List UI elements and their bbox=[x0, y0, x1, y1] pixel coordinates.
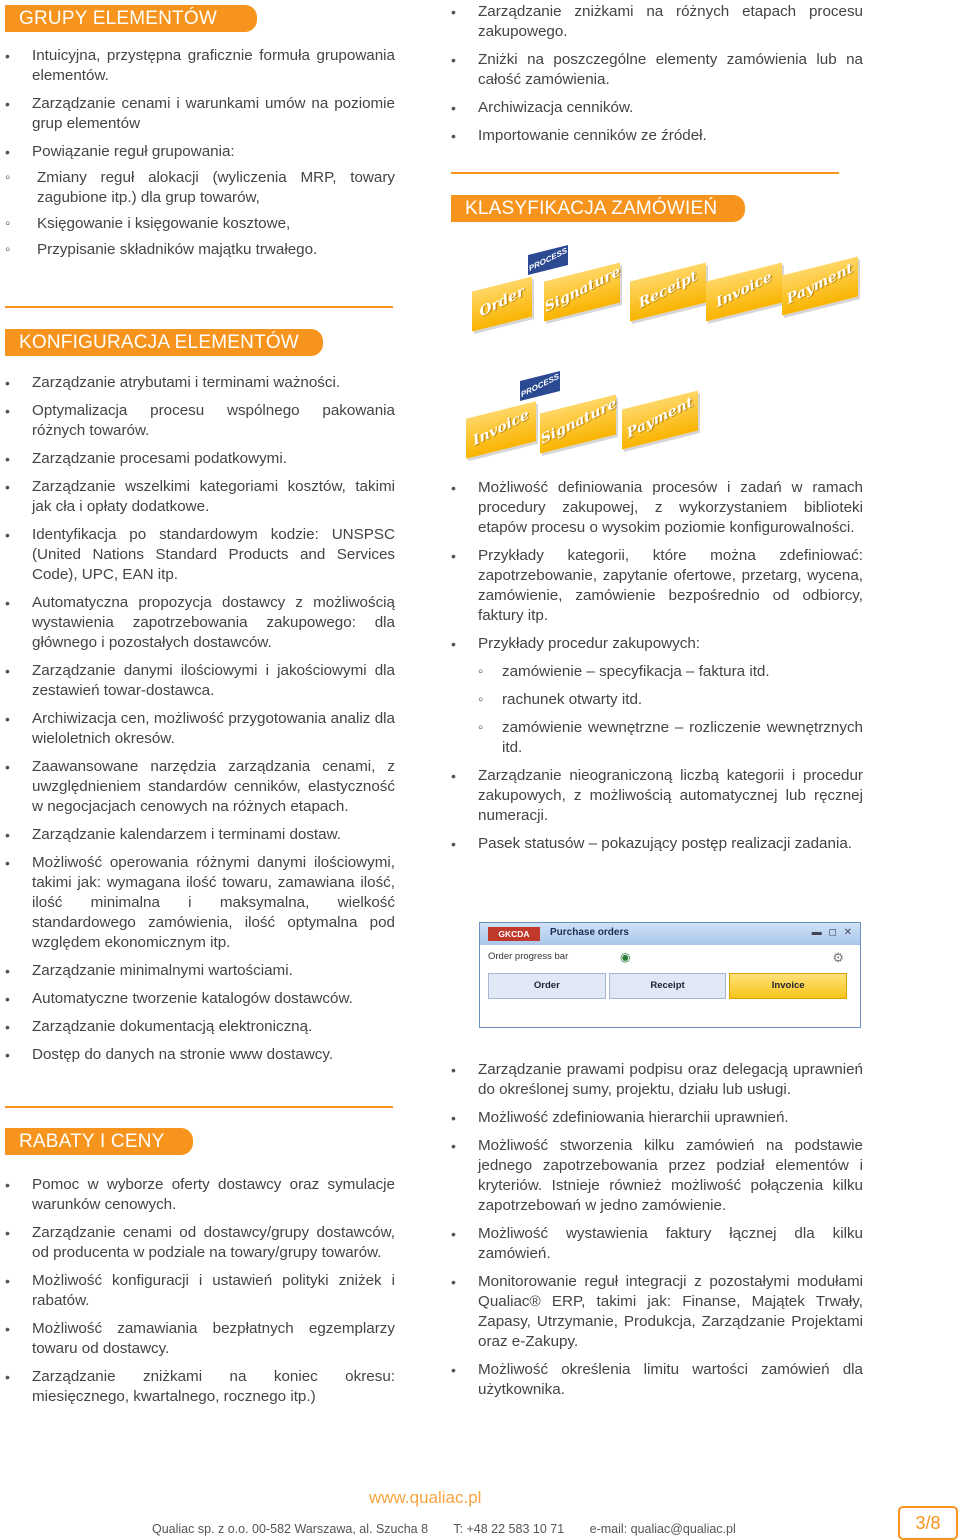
klasyfikacja-list-c bbox=[451, 1060, 863, 1408]
window-subtitle: Order progress bar bbox=[488, 951, 569, 962]
section-right-top bbox=[451, 2, 863, 154]
section-konfiguracja bbox=[5, 329, 395, 1073]
list-item: • Możliwość zamawiania bezpłatnych egzemplarzy towaru od dostawcy. bbox=[5, 1319, 395, 1359]
progress-step-invoice[interactable]: Invoice bbox=[729, 973, 847, 999]
purchase-orders-window bbox=[479, 922, 861, 1028]
list-item: • Optymalizacja procesu wspólnego pakowania różnych towarów. bbox=[5, 401, 395, 441]
list-item: • Zarządzanie dokumentacją elektroniczną. bbox=[5, 1017, 395, 1037]
section-title-klasyfikacja: KLASYFIKACJA ZAMÓWIEŃ bbox=[451, 195, 745, 222]
list-item: • Archiwizacja cen, możliwość przygotowania analiz dla wieloletnich okresów. bbox=[5, 709, 395, 749]
grupy-sublist bbox=[5, 168, 395, 260]
sub-list-item: ◦ Zmiany reguł alokacji (wyliczenia MRP, towary zagubione itp.) dla grup towarów, bbox=[5, 168, 395, 208]
list-item: • Zarządzanie cenami i warunkami umów na poziomie grup elementów bbox=[5, 94, 395, 134]
sub-list-item: ◦ zamówienie – specyfikacja – faktura itd. bbox=[478, 662, 863, 682]
divider bbox=[451, 172, 839, 174]
right-top-list bbox=[451, 2, 863, 146]
section-title-grupy: GRUPY ELEMENTÓW bbox=[5, 5, 257, 32]
list-item: • Zarządzanie minimalnymi wartościami. bbox=[5, 961, 395, 981]
list-item: • Zarządzanie zniżkami na koniec okresu: miesięcznego, kwartalnego, rocznego itp.) bbox=[5, 1367, 395, 1407]
list-item-label: Powiązanie reguł grupowania: bbox=[32, 143, 235, 160]
footer-website-link[interactable]: www.qualiac.pl bbox=[369, 1488, 482, 1507]
footer-contact bbox=[152, 1522, 758, 1536]
list-item: • Możliwość operowania różnymi danymi ilościowymi, takimi jak: wymagana ilość towaru, zamawiana ilość, ilość minimalna i maksymalna, wielkość standardowego zamówienia, ilość optymalna pod względem ekonomicznym itp. bbox=[5, 853, 395, 953]
list-item: • Zaawansowane narzędzia zarządzania cenami, z uwzględnieniem standardów cenników, elastyczność w negocjacjach cenowych na różnych etapach. bbox=[5, 757, 395, 817]
list-item: • Zarządzanie wszelkimi kategoriami kosztów, takimi jak cła i opłaty dodatkowe. bbox=[5, 477, 395, 517]
footer-phone: T: +48 22 583 10 71 bbox=[453, 1522, 565, 1536]
process-step bbox=[543, 263, 623, 322]
process-step bbox=[706, 263, 782, 322]
list-item bbox=[451, 634, 863, 758]
list-item: • Możliwość zdefiniowania hierarchii uprawnień. bbox=[451, 1108, 863, 1128]
rabaty-list bbox=[5, 1175, 395, 1407]
list-item-label: Przykłady procedur zakupowych: bbox=[478, 635, 701, 652]
sub-list-item: ◦ rachunek otwarty itd. bbox=[478, 690, 863, 710]
list-item: • Zarządzanie danymi ilościowymi i jakościowymi dla zestawień towar-dostawca. bbox=[5, 661, 395, 701]
list-item: • Zniżki na poszczególne elementy zamówienia lub na całość zamówienia. bbox=[451, 50, 863, 90]
section-grupy bbox=[5, 5, 395, 266]
list-item: • Zarządzanie prawami podpisu oraz delegacją uprawnień do określonej sumy, projektu, działu lub usługi. bbox=[451, 1060, 863, 1100]
progress-step-receipt[interactable]: Receipt bbox=[609, 973, 727, 999]
process-step-label: Signature bbox=[543, 263, 623, 316]
window-controls[interactable]: ▬ ◻ ✕ bbox=[811, 927, 854, 938]
list-item: • Identyfikacja po standardowym kodzie: UNSPSC (United Nations Standard Products and Services Code), UPC, EAN itp. bbox=[5, 525, 395, 585]
process-step-label: Signature bbox=[539, 395, 619, 448]
grupy-list bbox=[5, 46, 395, 260]
sub-list-item: ◦ zamówienie wewnętrzne – rozliczenie wewnętrznych itd. bbox=[478, 718, 863, 758]
klasyfikacja-list-a bbox=[451, 478, 863, 862]
settings-icon[interactable]: ⚙ bbox=[832, 950, 844, 965]
list-item: • Monitorowanie reguł integracji z pozostałymi modułami Qualiac® ERP, takimi jak: Finanse, Majątek Trwały, Zapasy, Utrzymanie, Produkcja, Zarządzanie Projektami oraz e-Zakupy. bbox=[451, 1272, 863, 1352]
list-item: • Importowanie cenników ze źródeł. bbox=[451, 126, 863, 146]
divider bbox=[5, 306, 393, 308]
list-item: • Pasek statusów – pokazujący postęp realizacji zadania. bbox=[451, 834, 863, 854]
footer-email[interactable]: e-mail: qualiac@qualiac.pl bbox=[589, 1522, 736, 1536]
list-item: • Możliwość określenia limitu wartości zamówień dla użytkownika. bbox=[451, 1360, 863, 1400]
process-step bbox=[472, 277, 532, 332]
page-number: 3/8 bbox=[898, 1506, 958, 1540]
process-step-label: Payment bbox=[785, 260, 855, 308]
list-item: • Możliwość definiowania procesów i zadań w ramach procedury zakupowej, z wykorzystaniem biblioteki etapów procesu o wysokim poziomie konfigurowalności. bbox=[451, 478, 863, 538]
divider bbox=[5, 1106, 393, 1108]
process-step-label: Invoice bbox=[471, 406, 531, 450]
list-item: • Zarządzanie procesami podatkowymi. bbox=[5, 449, 395, 469]
klasyfikacja-list-2 bbox=[451, 1060, 863, 1400]
progress-step-order[interactable]: Order bbox=[488, 973, 606, 999]
list-item: • Dostęp do danych na stronie www dostawcy. bbox=[5, 1045, 395, 1065]
list-item: • Zarządzanie atrybutami i terminami ważności. bbox=[5, 373, 395, 393]
list-item: • Zarządzanie zniżkami na różnych etapach procesu zakupowego. bbox=[451, 2, 863, 42]
klasyfikacja-list bbox=[451, 478, 863, 854]
process-diagram-1 bbox=[470, 240, 870, 330]
process-tag bbox=[520, 371, 560, 401]
footer-company: Qualiac sp. z o.o. 00-582 Warszawa, al. Szucha 8 bbox=[152, 1522, 429, 1536]
process-step-label: Payment bbox=[625, 394, 695, 442]
list-item: • Automatyczna propozycja dostawcy z możliwością wystawienia zapotrzebowania zakupowego: dla głównego i pozostałych dostawców. bbox=[5, 593, 395, 653]
list-item: • Intuicyjna, przystępna graficznie formuła grupowania elementów. bbox=[5, 46, 395, 86]
sub-list-item: ◦ Przypisanie składników majątku trwałego. bbox=[5, 240, 395, 260]
window-title: Purchase orders bbox=[550, 927, 629, 938]
list-item bbox=[5, 142, 395, 260]
order-progress-bar bbox=[488, 973, 850, 999]
process-step bbox=[630, 263, 706, 322]
sub-list-item: ◦ Księgowanie i księgowanie kosztowe, bbox=[5, 214, 395, 234]
konfiguracja-list bbox=[5, 373, 395, 1065]
list-item: • Możliwość wystawienia faktury łącznej dla kilku zamówień. bbox=[451, 1224, 863, 1264]
list-item: • Automatyczne tworzenie katalogów dostawców. bbox=[5, 989, 395, 1009]
list-item: • Zarządzanie nieograniczoną liczbą kategorii i procedur zakupowych, z możliwością automatycznej lub ręcznej numeracji. bbox=[451, 766, 863, 826]
process-step bbox=[782, 257, 858, 316]
list-item: • Możliwość konfiguracji i ustawień polityki zniżek i rabatów. bbox=[5, 1271, 395, 1311]
process-step-label: Invoice bbox=[714, 268, 774, 312]
procedury-sublist bbox=[478, 662, 863, 758]
section-title-rabaty: RABATY I CENY bbox=[5, 1128, 193, 1155]
app-badge: GKCDA bbox=[488, 927, 540, 941]
list-item: • Przykłady kategorii, które można zdefiniować: zapotrzebowanie, zapytanie ofertowe, przetarg, wycena, zamówienie, zamówienie bezpośrednio od odbiorcy, faktury itp. bbox=[451, 546, 863, 626]
process-step bbox=[539, 395, 619, 454]
section-rabaty bbox=[5, 1128, 395, 1415]
section-klasyfikacja bbox=[451, 195, 863, 222]
window-title-bar bbox=[480, 923, 860, 945]
list-item: • Pomoc w wyborze oferty dostawcy oraz symulacje warunków cenowych. bbox=[5, 1175, 395, 1215]
eye-icon[interactable]: ◉ bbox=[620, 950, 631, 964]
list-item: • Możliwość stworzenia kilku zamówień na podstawie jednego zapotrzebowania przez podział elementów i kryteriów. Istnieje również możliwość połączenia kilku zapotrzebowań w jedno zamówienie. bbox=[451, 1136, 863, 1216]
section-title-konfiguracja: KONFIGURACJA ELEMENTÓW bbox=[5, 329, 323, 356]
process-tag-label: PROCESS bbox=[519, 371, 561, 400]
process-tag-label: PROCESS bbox=[527, 245, 569, 274]
process-diagram-2 bbox=[462, 368, 702, 458]
list-item: • Archiwizacja cenników. bbox=[451, 98, 863, 118]
process-step bbox=[622, 391, 698, 450]
list-item: • Zarządzanie kalendarzem i terminami dostaw. bbox=[5, 825, 395, 845]
process-step bbox=[466, 401, 536, 458]
process-step-label: Receipt bbox=[637, 268, 699, 312]
process-tag bbox=[528, 245, 568, 275]
process-step-label: Order bbox=[477, 283, 527, 321]
list-item: • Zarządzanie cenami od dostawcy/grupy dostawców, od producenta w podziale na towary/grupy towarów. bbox=[5, 1223, 395, 1263]
